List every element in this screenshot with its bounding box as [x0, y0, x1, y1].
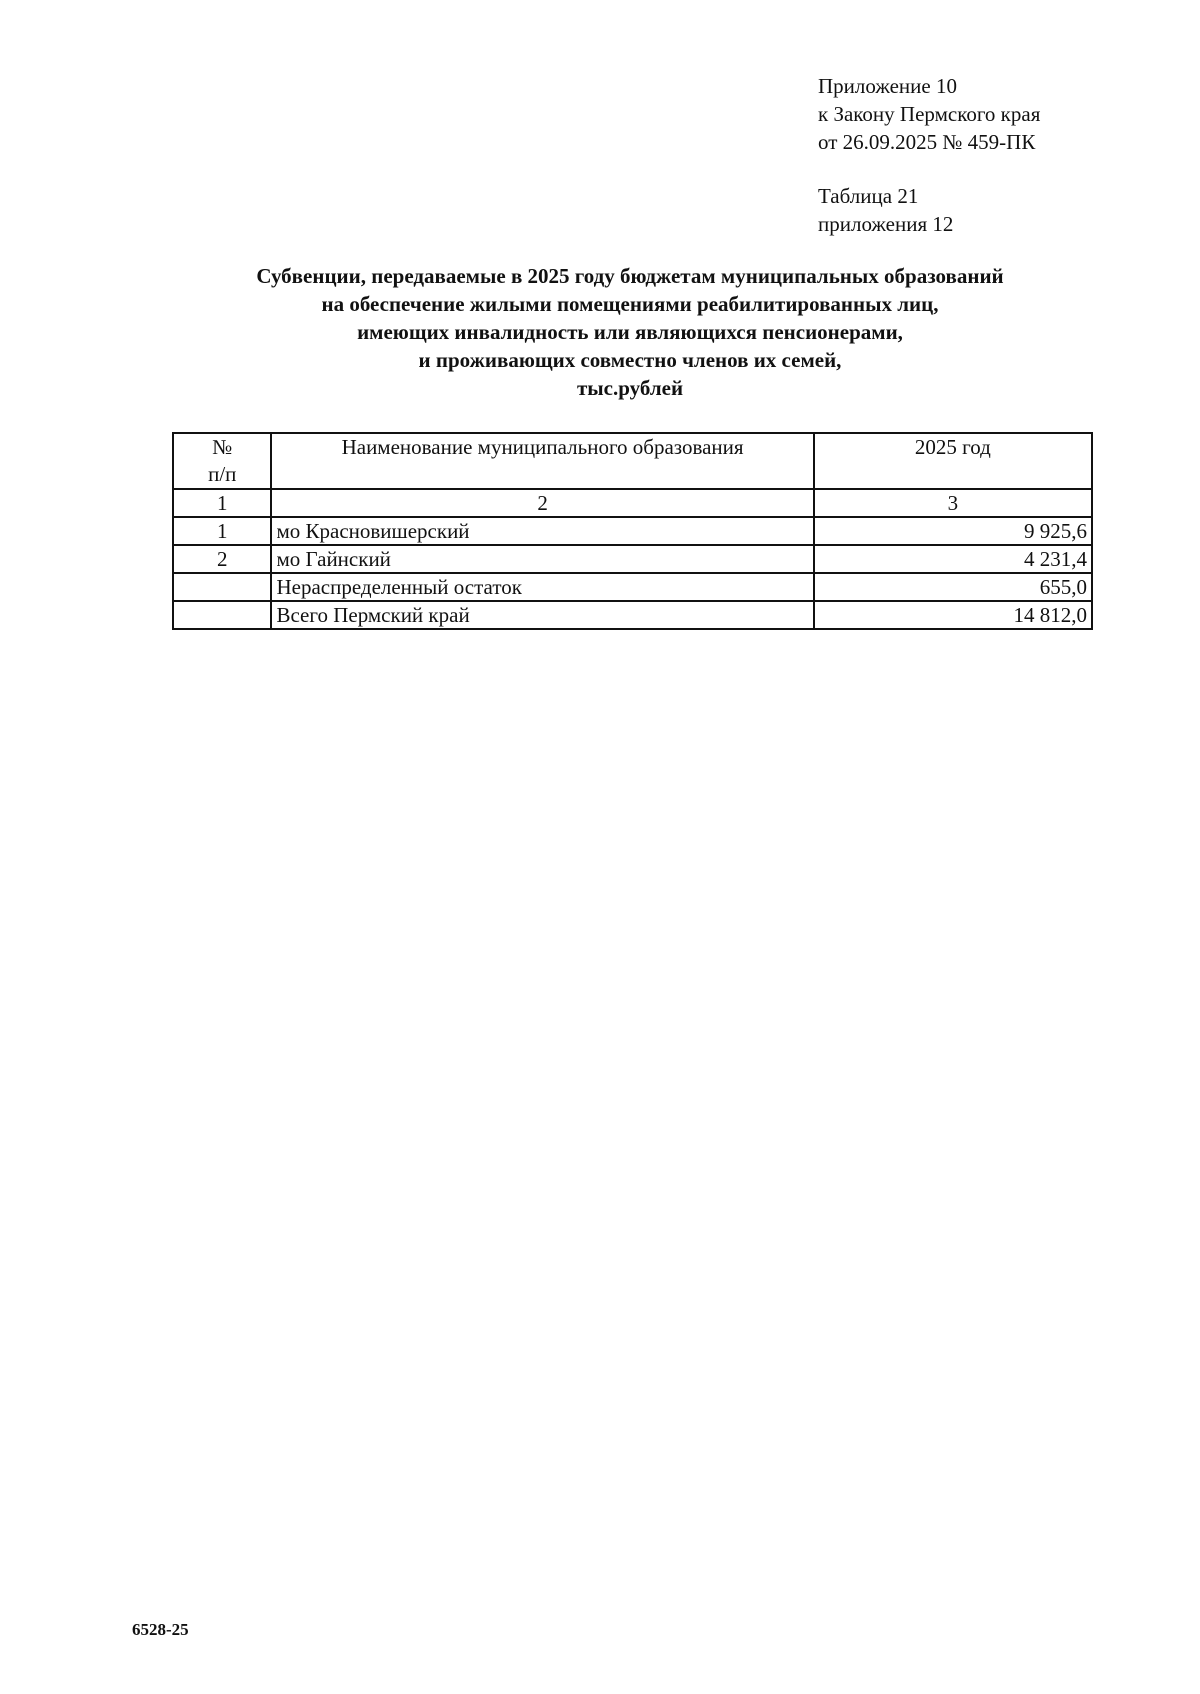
row-number: 2	[173, 545, 271, 573]
annex-line-2: к Закону Пермского края	[818, 102, 1041, 126]
header-number	[173, 433, 271, 489]
row-municipality: Нераспределенный остаток	[271, 573, 813, 601]
document-code: 6528-25	[132, 1620, 189, 1639]
table-header-row	[173, 433, 1092, 489]
row-number	[173, 601, 271, 629]
row-amount: 14 812,0	[814, 601, 1092, 629]
index-cell: 3	[814, 489, 1092, 517]
table-ref-line-2: приложения 12	[818, 212, 954, 236]
table-row	[173, 573, 1092, 601]
index-cell: 2	[271, 489, 813, 517]
document-title	[130, 262, 1130, 402]
row-number: 1	[173, 517, 271, 545]
header-number-symbol: №	[212, 435, 233, 459]
header-municipality: Наименование муниципального образования	[271, 433, 813, 489]
table-index-row	[173, 489, 1092, 517]
table-ref-line-1: Таблица 21	[818, 184, 919, 208]
title-line-3: имеющих инвалидность или являющихся пенсионерами,	[357, 320, 903, 344]
table-reference	[818, 182, 953, 238]
header-year: 2025 год	[814, 433, 1092, 489]
row-amount: 4 231,4	[814, 545, 1092, 573]
title-line-5: тыс.рублей	[576, 376, 684, 400]
title-line-4: и проживающих совместно членов их семей,	[418, 348, 842, 372]
annex-line-1: Приложение 10	[818, 74, 957, 98]
row-municipality: мо Красновишерский	[271, 517, 813, 545]
index-cell: 1	[173, 489, 271, 517]
table-total-row	[173, 601, 1092, 629]
row-municipality: мо Гайнский	[271, 545, 813, 573]
annex-reference	[818, 72, 1040, 156]
header-number-abbr: п/п	[208, 462, 237, 486]
row-amount: 9 925,6	[814, 517, 1092, 545]
row-municipality: Всего Пермский край	[271, 601, 813, 629]
row-number	[173, 573, 271, 601]
title-line-1: Субвенции, передаваемые в 2025 году бюджетам муниципальных образований	[256, 264, 1004, 288]
subsidy-table	[172, 432, 1093, 630]
table-row	[173, 545, 1092, 573]
table-row	[173, 517, 1092, 545]
annex-line-3: от 26.09.2025 № 459-ПК	[818, 130, 1036, 154]
title-line-2: на обеспечение жилыми помещениями реабилитированных лиц,	[321, 292, 939, 316]
row-amount: 655,0	[814, 573, 1092, 601]
